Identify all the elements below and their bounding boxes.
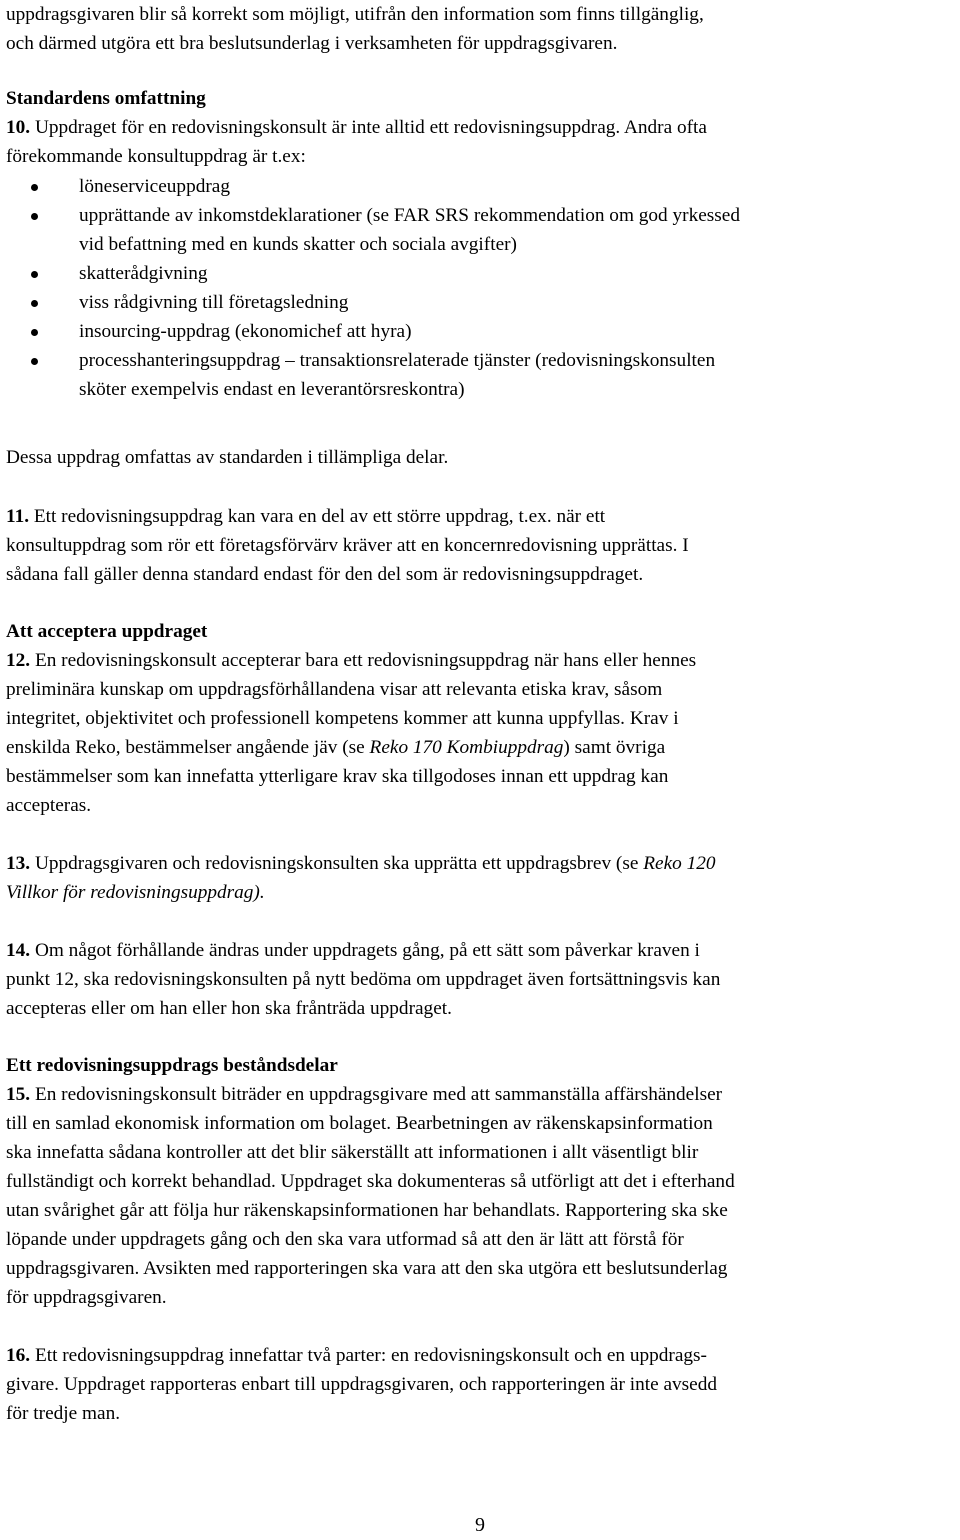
paragraph-number: 14. <box>6 940 31 961</box>
paragraph-number: 15. <box>6 1084 31 1105</box>
list-item-text: sköter exempelvis endast en leverantörsreskontra) <box>79 379 465 400</box>
paragraph-text: En redovisningskonsult biträder en uppdragsgivare med att sammanställa affärshändelser <box>34 1084 723 1105</box>
list-item <box>6 201 956 259</box>
bullet-icon <box>31 300 38 307</box>
list-item-text: upprättande av inkomstdeklarationer (se FAR SRS rekommendation om god yrkessed <box>79 205 740 226</box>
reference-title: Reko 170 Kombiuppdrag <box>369 737 564 758</box>
paragraph-15-line: för uppdragsgivaren. <box>6 1287 167 1308</box>
paragraph-10-line <box>6 113 956 142</box>
list-item <box>6 346 956 404</box>
text-line: och därmed utgöra ett bra beslutsunderlag i verksamheten för uppdragsgivaren. <box>6 33 618 54</box>
section-heading: Standardens omfattning <box>6 88 206 109</box>
section-scope <box>6 84 956 171</box>
bullet-icon <box>31 358 38 365</box>
paragraph-number: 16. <box>6 1345 31 1366</box>
paragraph-number: 11. <box>6 506 30 527</box>
bullet-icon <box>31 271 38 278</box>
paragraph-text: Ett redovisningsuppdrag kan vara en del av ett större uppdrag, t.ex. när ett <box>33 506 606 527</box>
paragraph-text: En redovisningskonsult accepterar bara ett redovisningsuppdrag när hans eller hennes <box>34 650 697 671</box>
paragraph-16-line: givare. Uppdraget rapporteras enbart till uppdragsgivaren, och rapporteringen är inte avsedd <box>6 1374 717 1395</box>
paragraph-15-line: fullständigt och korrekt behandlad. Uppdraget ska dokumenteras så utförligt att det i efterhand <box>6 1171 735 1192</box>
paragraph-12-line <box>6 646 956 675</box>
reference-title: Reko 120 <box>643 853 716 874</box>
reference-title: Villkor för redovisningsuppdrag). <box>6 882 265 903</box>
paragraph-number: 12. <box>6 650 31 671</box>
list-item <box>6 172 956 201</box>
consult-task-list <box>6 172 956 404</box>
list-item-text: vid befattning med en kunds skatter och sociala avgifter) <box>79 234 517 255</box>
paragraph-12-line: preliminära kunskap om uppdragsförhållandena visar att relevanta etiska krav, såsom <box>6 679 663 700</box>
paragraph-12-line: accepteras. <box>6 795 92 816</box>
list-item-text: skatterådgivning <box>79 263 208 284</box>
section-parts <box>6 1051 956 1312</box>
paragraph-text: enskilda Reko, bestämmelser angående jäv (se <box>6 737 370 758</box>
paragraph-11-line: sådana fall gäller denna standard endast för den del som är redovisningsuppdraget. <box>6 564 644 585</box>
paragraph-10-line: förekommande konsultuppdrag är t.ex: <box>6 146 306 167</box>
paragraph-text: Uppdragsgivaren och redovisningskonsulten ska upprätta ett uppdragsbrev (se <box>34 853 644 874</box>
paragraph-12-line: bestämmelser som kan innefatta ytterligare krav ska tillgodoses innan ett uppdrag kan <box>6 766 669 787</box>
paragraph-14-line: punkt 12, ska redovisningskonsulten på nytt bedöma om uppdraget även fortsättningsvis kan <box>6 969 721 990</box>
paragraph-13-line <box>6 849 956 878</box>
list-item <box>6 288 956 317</box>
paragraph-number: 13. <box>6 853 31 874</box>
section-heading: Att acceptera uppdraget <box>6 621 208 642</box>
list-item-text: viss rådgivning till företagsledning <box>79 292 349 313</box>
paragraph-15-line: uppdragsgivaren. Avsikten med rapporteringen ska vara att den ska utgöra ett beslutsunderlag <box>6 1258 728 1279</box>
paragraph-14-line <box>6 936 956 965</box>
paragraph-15-line: löpande under uppdragets gång och den ska vara utformad så att den är lätt att förstå för <box>6 1229 684 1250</box>
paragraph-15-line <box>6 1080 956 1109</box>
paragraph-16 <box>6 1341 956 1428</box>
paragraph-text: Uppdraget för en redovisningskonsult är inte alltid ett redovisningsuppdrag. Andra ofta <box>34 117 707 138</box>
text-line: Dessa uppdrag omfattas av standarden i tillämpliga delar. <box>6 447 449 468</box>
paragraph-16-line <box>6 1341 956 1370</box>
paragraph-14 <box>6 936 956 1023</box>
paragraph-15-line: till en samlad ekonomisk information om bolaget. Bearbetningen av räkenskapsinformation <box>6 1113 713 1134</box>
bullet-icon <box>31 213 38 220</box>
paragraph-text: Ett redovisningsuppdrag innefattar två parter: en redovisningskonsult och en uppdrags- <box>34 1345 707 1366</box>
section-accept <box>6 617 956 820</box>
paragraph-text: Om något förhållande ändras under uppdragets gång, på ett sätt som påverkar kraven i <box>34 940 700 961</box>
text-line: uppdragsgivaren blir så korrekt som möjligt, utifrån den information som finns tillgänglig, <box>6 4 704 25</box>
list-item-text: processhanteringsuppdrag – transaktionsrelaterade tjänster (redovisningskonsulten <box>79 350 716 371</box>
paragraph-12-line: integritet, objektivitet och professionell kompetens kommer att kunna uppfyllas. Krav i <box>6 708 679 729</box>
list-item-text: löneserviceuppdrag <box>79 176 230 197</box>
bullet-icon <box>31 329 38 336</box>
intro-paragraph <box>6 0 956 58</box>
paragraph-11-line <box>6 502 956 531</box>
list-item <box>6 317 956 346</box>
paragraph-number: 10. <box>6 117 31 138</box>
paragraph-16-line: för tredje man. <box>6 1403 121 1424</box>
paragraph-13-line <box>6 878 956 907</box>
paragraph-15-line: ska innefatta sådana kontroller att det blir säkerställt att informationen i allt väsentligt blir <box>6 1142 699 1163</box>
paragraph-11-line: konsultuppdrag som rör ett företagsförvärv kräver att en koncernredovisning upprättas. I <box>6 535 689 556</box>
list-item-text: insourcing-uppdrag (ekonomichef att hyra) <box>79 321 412 342</box>
paragraph-12-line <box>6 733 956 762</box>
page-number: 9 <box>475 1514 485 1536</box>
paragraph-14-line: accepteras eller om han eller hon ska frånträda uppdraget. <box>6 998 452 1019</box>
list-item <box>6 259 956 288</box>
paragraph-text: ) samt övriga <box>563 737 666 758</box>
bullet-icon <box>31 184 38 191</box>
section-heading: Ett redovisningsuppdrags beståndsdelar <box>6 1055 338 1076</box>
scope-note <box>6 443 956 472</box>
paragraph-13 <box>6 849 956 907</box>
paragraph-11 <box>6 502 956 589</box>
paragraph-15-line: utan svårighet går att följa hur räkenskapsinformationen har behandlats. Rapportering ska ske <box>6 1200 728 1221</box>
